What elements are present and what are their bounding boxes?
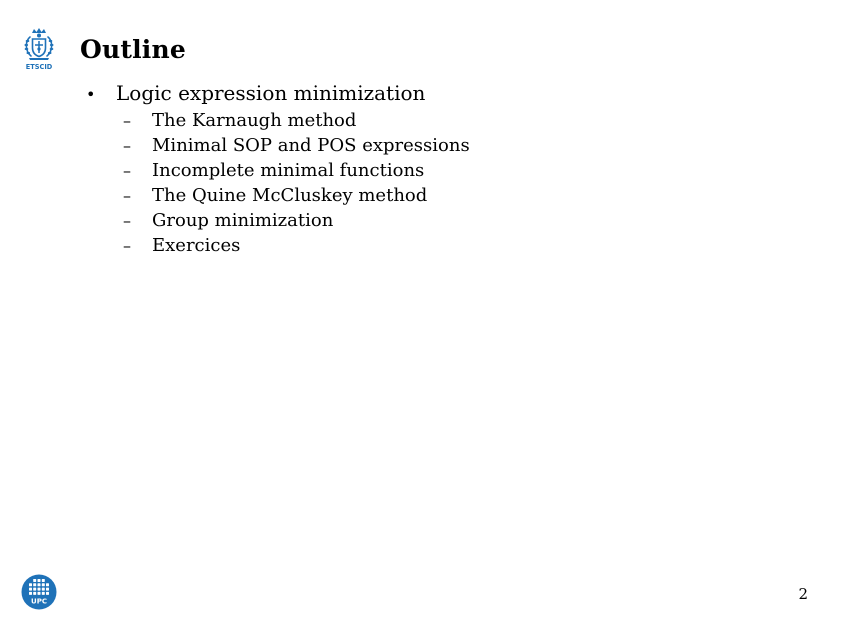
etscid-logo-icon: [21, 27, 57, 71]
dash-icon: –: [123, 161, 131, 180]
subitem-label: The Karnaugh method: [152, 110, 357, 131]
subitem-label: Incomplete minimal functions: [152, 160, 425, 181]
subitem-quine-mccluskey: [123, 183, 470, 208]
subitem-label: Minimal SOP and POS expressions: [152, 135, 470, 156]
upc-logo-text: UPC: [31, 597, 47, 606]
dash-icon: –: [123, 186, 131, 205]
upc-logo-icon: [21, 574, 57, 610]
subitem-label: The Quine McCluskey method: [152, 185, 428, 206]
subitem-karnaugh: [123, 108, 470, 133]
subitem-exercices: [123, 233, 470, 258]
subitem-label: Exercices: [152, 235, 241, 256]
dash-icon: –: [123, 211, 131, 230]
outline-sublist: [86, 108, 470, 258]
subitem-sop-pos: [123, 133, 470, 158]
subitem-group-minimization: [123, 208, 470, 233]
etscid-logo-text: ETSCID: [25, 63, 53, 71]
outline-item-row: [86, 80, 470, 108]
slide-title: Outline: [80, 35, 186, 64]
dash-icon: –: [123, 136, 131, 155]
dash-icon: –: [123, 236, 131, 255]
subitem-incomplete: [123, 158, 470, 183]
outline-item-label: Logic expression minimization: [116, 81, 426, 105]
subitem-label: Group minimization: [152, 210, 334, 231]
bullet-icon: •: [86, 85, 96, 104]
page-number: 2: [798, 585, 808, 603]
outline-list: [86, 80, 470, 258]
dash-icon: –: [123, 111, 131, 130]
outline-item: [86, 80, 470, 258]
